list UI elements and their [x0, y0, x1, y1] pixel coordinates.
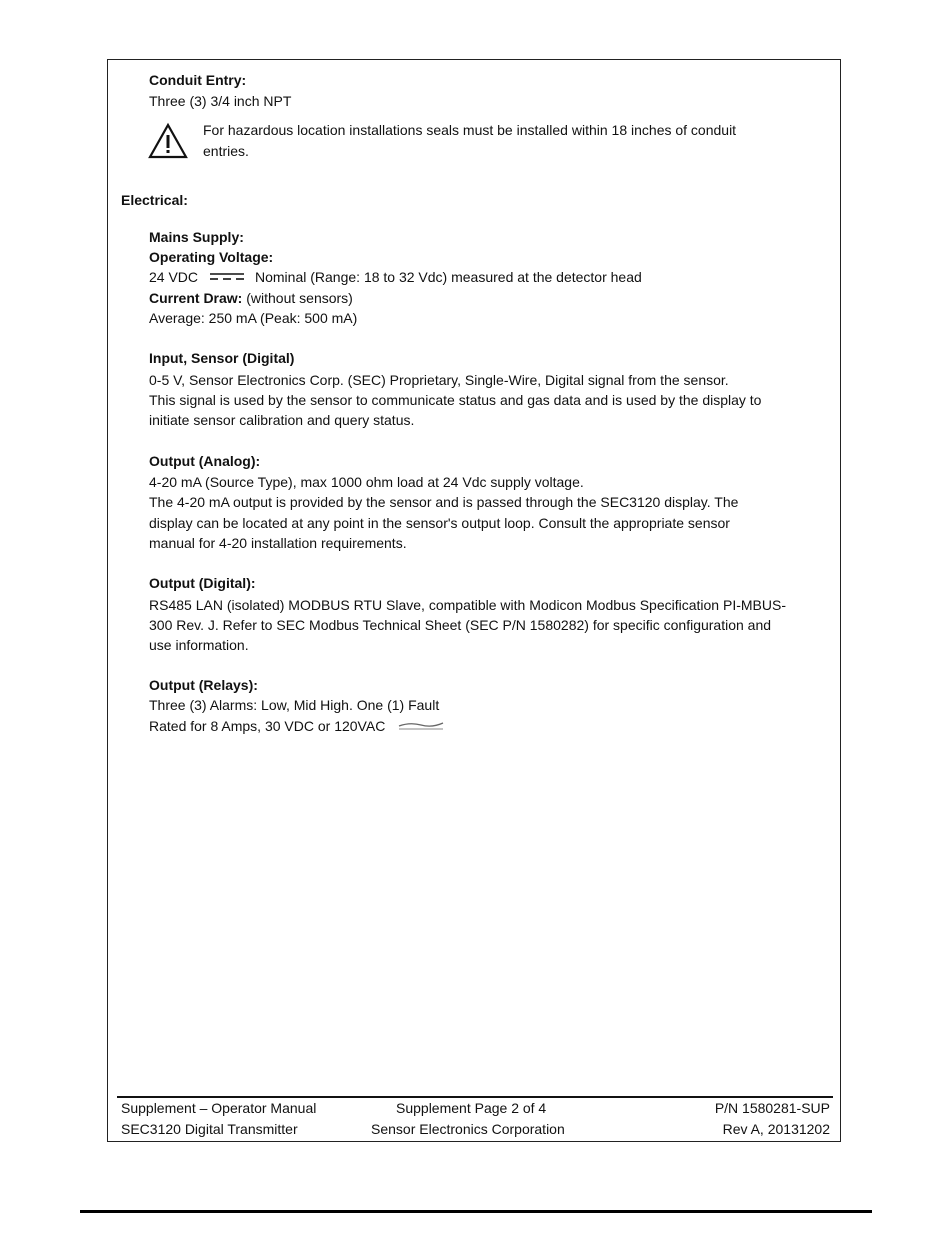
voltage-suffix: Nominal (Range: 18 to 32 Vdc) measured at the detector head [255, 269, 642, 285]
footer-center-line1: Supplement Page 2 of 4 [396, 1100, 547, 1116]
electrical-heading: Electrical: [121, 192, 188, 208]
output-analog-line: 4-20 mA (Source Type), max 1000 ohm load at 24 Vdc supply voltage. [149, 474, 584, 490]
output-relays-line: Rated for 8 Amps, 30 VDC or 120VAC [149, 718, 386, 734]
mains-supply-heading: Mains Supply: [149, 229, 244, 245]
output-analog-line: The 4-20 mA output is provided by the sensor and is passed through the SEC3120 display. The [149, 494, 739, 510]
output-analog-heading: Output (Analog): [149, 453, 261, 469]
conduit-value: Three (3) 3/4 inch NPT [149, 93, 292, 109]
operating-voltage-heading: Operating Voltage: [149, 249, 274, 265]
footer-left-line2: SEC3120 Digital Transmitter [121, 1121, 298, 1137]
footer-right-line1: P/N 1580281-SUP [714, 1100, 830, 1116]
input-sensor-line: This signal is used by the sensor to communicate status and gas data and is used by the display to [149, 392, 762, 408]
warning-triangle-icon [148, 122, 188, 160]
page-bottom-rule [80, 1210, 872, 1213]
input-sensor-line: initiate sensor calibration and query status. [149, 412, 415, 428]
output-digital-line: RS485 LAN (isolated) MODBUS RTU Slave, compatible with Modicon Modbus Specification PI-MBUS- [149, 597, 786, 613]
output-digital-line: use information. [149, 637, 249, 653]
output-relays-line: Three (3) Alarms: Low, Mid High. One (1) Fault [149, 697, 440, 713]
ac-relay-symbol-icon [398, 720, 444, 730]
footer-center-line2: Sensor Electronics Corporation [371, 1121, 565, 1137]
output-digital-heading: Output (Digital): [149, 575, 256, 591]
current-draw-note: (without sensors) [246, 290, 353, 306]
footer-right-line2: Rev A, 20131202 [722, 1121, 830, 1137]
input-sensor-line: 0-5 V, Sensor Electronics Corp. (SEC) Proprietary, Single-Wire, Digital signal from the sensor. [149, 372, 729, 388]
conduit-warning-line2: entries. [203, 143, 249, 159]
output-relays-heading: Output (Relays): [149, 677, 258, 693]
voltage-prefix: 24 VDC [149, 269, 199, 285]
current-draw-label: Current Draw: [149, 290, 243, 306]
average-current: Average: 250 mA (Peak: 500 mA) [149, 310, 358, 326]
conduit-warning-line1: For hazardous location installations seals must be installed within 18 inches of conduit [203, 122, 737, 138]
conduit-heading: Conduit Entry: [149, 72, 247, 88]
output-analog-line: manual for 4-20 installation requirements. [149, 535, 407, 551]
output-analog-line: display can be located at any point in the sensor's output loop. Consult the appropriate sensor [149, 515, 730, 531]
output-digital-line: 300 Rev. J. Refer to SEC Modbus Technical Sheet (SEC P/N 1580282) for specific configuration and [149, 617, 772, 633]
current-draw-line [149, 288, 353, 308]
footer-left-line1: Supplement – Operator Manual [121, 1100, 317, 1116]
input-sensor-heading: Input, Sensor (Digital) [149, 350, 295, 366]
dc-symbol-icon [209, 272, 245, 281]
